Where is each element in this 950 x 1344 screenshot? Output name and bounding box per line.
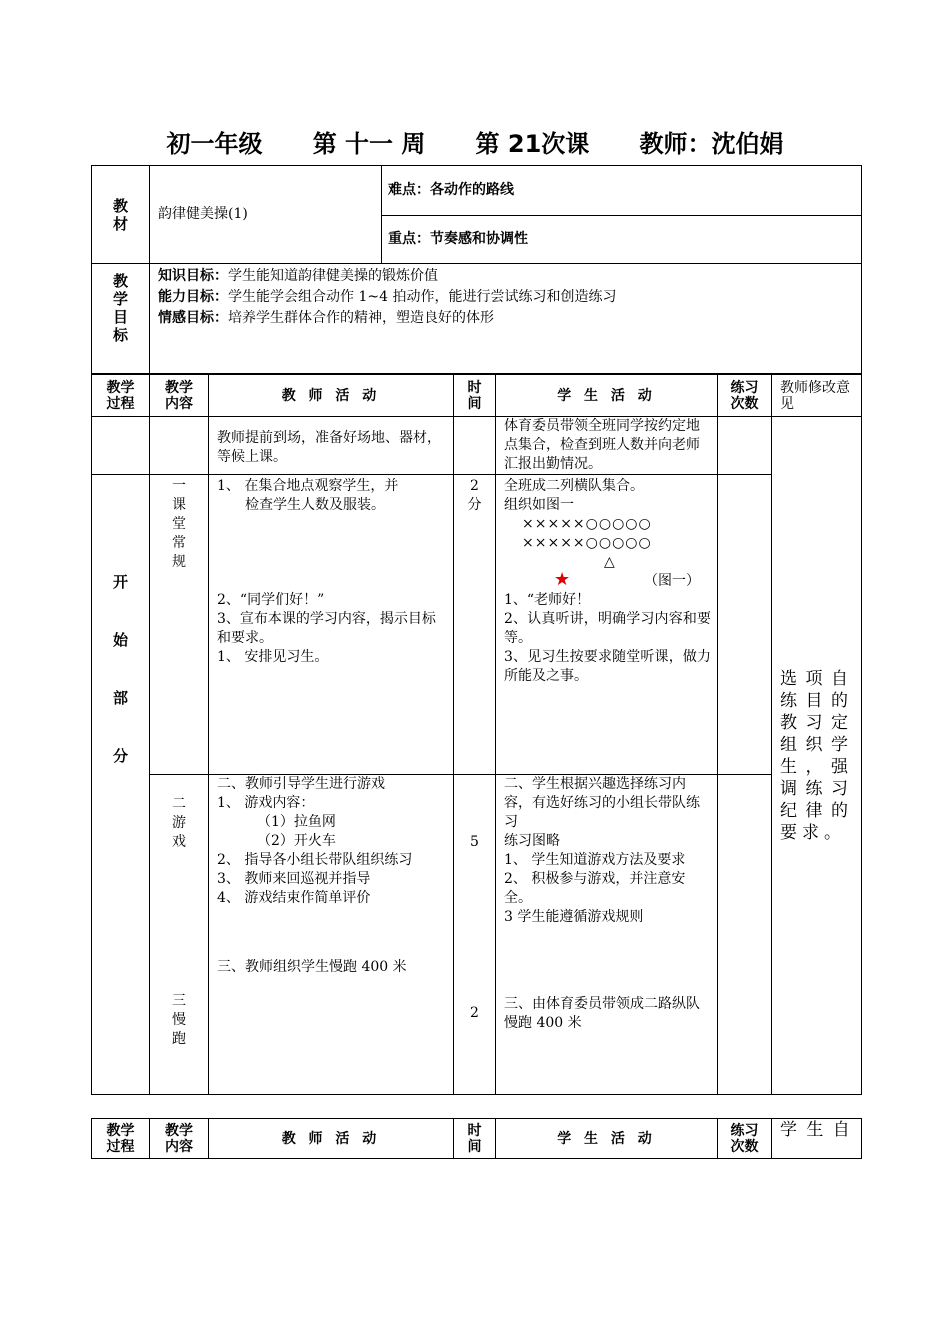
routine-student: 全班成二列横队集合。 组织如图一 ×××××○○○○○ ×××××○○○○○ △ ★ （图一） 1、“老师好！ 2、认真听讲，明确学习内容和要等。 3、见习生按要求随堂听课，做力所能及之事。: [496, 475, 718, 775]
col-student: 学 生 活 动: [496, 375, 718, 417]
col-teacher-2: 教 师 活 动: [209, 1119, 454, 1159]
formation-row-1: ×××××○○○○○: [522, 516, 652, 532]
col-content: 教学内容: [150, 375, 209, 417]
routine-row: [92, 475, 862, 775]
material-label: 教材: [92, 166, 150, 264]
column-header-row: [92, 375, 862, 417]
jog-label: 三 慢 跑: [172, 993, 186, 1047]
lesson: 第 21次课: [475, 130, 590, 158]
figure-caption: （图一）: [644, 573, 700, 589]
prep-student: 体育委员带领全班同学按约定地点集合，检查到班人数并向老师汇报出勤情况。: [496, 417, 718, 475]
col-reps: 练习次数: [718, 375, 772, 417]
formation-triangle: △: [604, 554, 615, 570]
goals-label: 教学目标: [92, 264, 150, 374]
goals: [150, 264, 862, 374]
prep-teacher: 教师提前到场，准备好场地、器材，等候上课。: [209, 417, 454, 475]
jog-time: 2: [470, 1005, 479, 1021]
key-point: 重点：节奏感和协调性: [382, 216, 862, 264]
goal-ability: 能力目标：学生能学会组合动作 1~4 拍动作，能进行尝试练习和创造练习: [158, 289, 617, 305]
col-reps-2: 练习次数: [718, 1119, 772, 1159]
next-page-header: [91, 1118, 862, 1159]
process-table: [91, 374, 862, 1095]
section-label: 开 始 部 分: [92, 475, 150, 1095]
formation-row-2: ×××××○○○○○: [522, 535, 652, 551]
col-process: 教学过程: [92, 375, 150, 417]
info-table: [91, 165, 862, 374]
page-title: [0, 124, 950, 159]
game-label: 二 游 戏 三 慢 跑: [150, 775, 209, 1095]
game-teacher: 二、教师引导学生进行游戏 1、 游戏内容： （1）拉鱼网 （2）开火车 2、 指导各小组长带队组织练习 3、 教师来回巡视并指导 4、 游戏结束作简单评价 三、教师组织学生慢跑 400 米: [209, 775, 454, 1095]
col-process-2: 教学过程: [92, 1119, 150, 1159]
grade: 初一年级: [166, 130, 263, 158]
col-revise: 教师修改意见: [772, 375, 862, 417]
difficulty: 难点：各动作的路线: [382, 166, 862, 216]
week: 第 十一 周: [312, 130, 426, 158]
jog-student: 三、由体育委员带领成二路纵队慢跑 400 米: [504, 996, 700, 1031]
goal-knowledge: 知识目标：学生能知道韵律健美操的锻炼价值: [158, 268, 438, 284]
col-time: 时间: [454, 375, 496, 417]
col-student-2: 学 生 活 动: [496, 1119, 718, 1159]
star-icon: ★: [554, 569, 571, 590]
prep-row: [92, 417, 862, 475]
routine-label: 一 课 堂 常 规: [150, 475, 209, 775]
routine-teacher: 1、 在集合地点观察学生，并 检查学生人数及服装。 2、“同学们好！” 3、宣布本课的学习内容，揭示目标和要求。 1、 安排见习生。: [209, 475, 454, 775]
goal-emotion: 情感目标：培养学生群体合作的精神，塑造良好的体形: [158, 310, 494, 326]
jog-teacher: 三、教师组织学生慢跑 400 米: [217, 959, 407, 975]
revise-remark: 选项自练目的教习定组织学生，强调练习纪律的要求。: [772, 417, 862, 1095]
teacher-name: 教师：沈伯娟: [639, 130, 784, 158]
col-teacher: 教 师 活 动: [209, 375, 454, 417]
game-student: 二、学生根据兴趣选择练习内容，有选好练习的小组长带队练习 练习图略 1、 学生知道游戏方法及要求 2、 积极参与游戏，并注意安全。 3 学生能遵循游戏规则 三、由体育委员带领成二路纵队慢跑 400 米: [496, 775, 718, 1095]
col-content-2: 教学内容: [150, 1119, 209, 1159]
routine-time: 2 分: [454, 475, 496, 775]
material-value: 韵律健美操(1): [150, 166, 382, 264]
revise-continued: 学 生 自: [772, 1119, 862, 1159]
game-row: [92, 775, 862, 1095]
col-time-2: 时间: [454, 1119, 496, 1159]
game-time: 5 2: [454, 775, 496, 1095]
